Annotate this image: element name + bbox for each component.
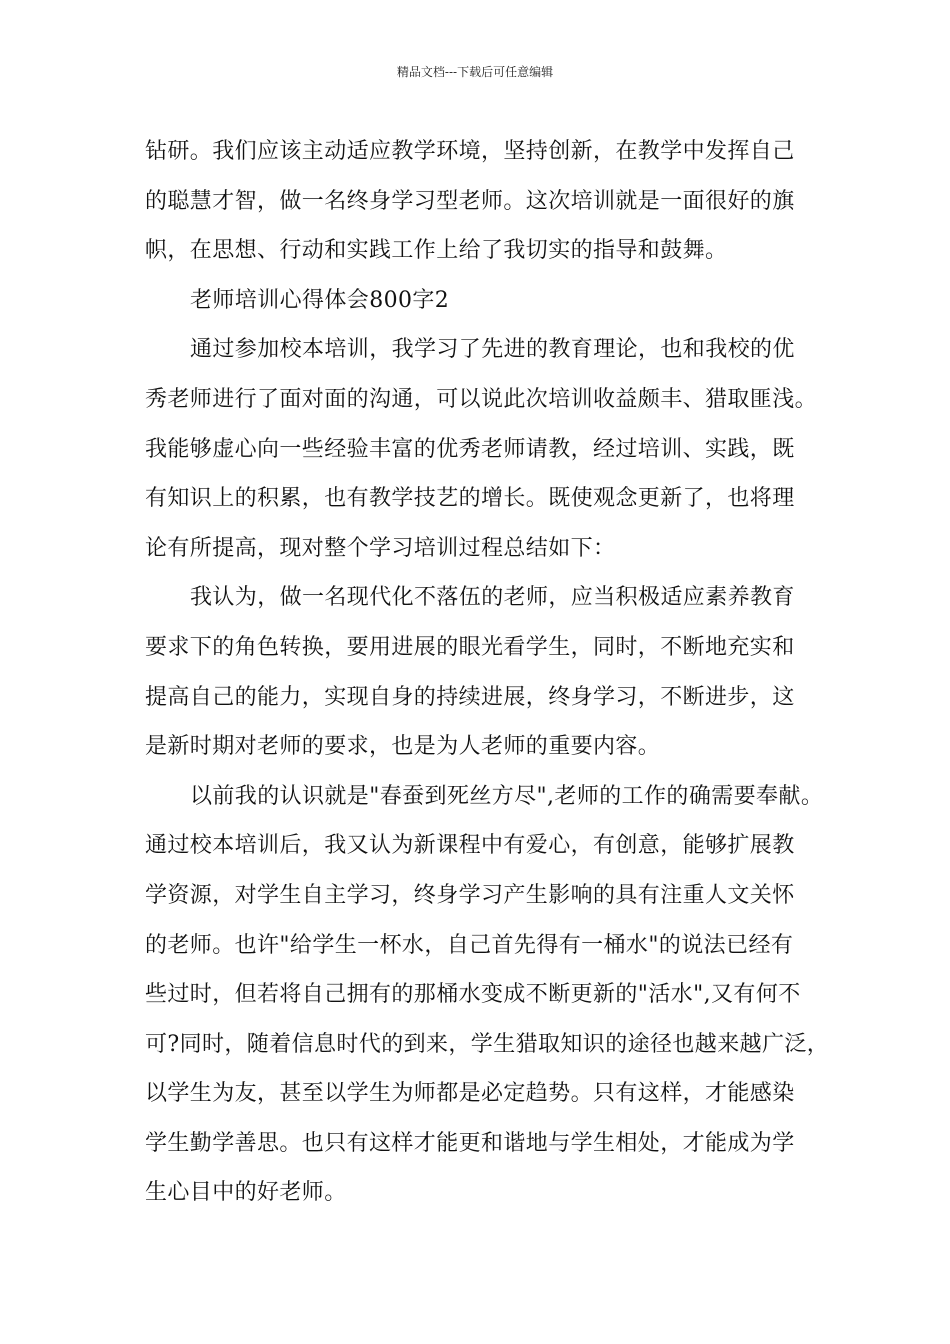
text-line: 我能够虚心向一些经验丰富的优秀老师请教，经过培训、实践，既 bbox=[145, 436, 795, 462]
text-line: 些过时，但若将自己拥有的那桶水变成不断更新的"活水",又有何不 bbox=[145, 982, 801, 1008]
text-line: 有知识上的积累，也有教学技艺的增长。既使观念更新了，也将理 bbox=[145, 486, 795, 512]
text-line: 通过校本培训后，我又认为新课程中有爱心，有创意，能够扩展教 bbox=[145, 833, 795, 859]
text-line: 生心目中的好老师。 bbox=[145, 1180, 347, 1206]
text-line: 提高自己的能力，实现自身的持续进展，终身学习，不断进步，这 bbox=[145, 684, 795, 710]
text-line: 帜，在思想、行动和实践工作上给了我切实的指导和鼓舞。 bbox=[145, 238, 728, 264]
text-line: 秀老师进行了面对面的沟通，可以说此次培训收益颇丰、猎取匪浅。 bbox=[145, 386, 818, 412]
text-line: 我认为，做一名现代化不落伍的老师，应当积极适应素养教育 bbox=[190, 585, 795, 611]
text-line: 要求下的角色转换，要用进展的眼光看学生，同时，不断地充实和 bbox=[145, 634, 795, 660]
text-line: 是新时期对老师的要求，也是为人老师的重要内容。 bbox=[145, 734, 661, 760]
text-line: 通过参加校本培训，我学习了先进的教育理论，也和我校的优 bbox=[190, 337, 795, 363]
body-text bbox=[145, 127, 830, 1218]
text-line: 学生勤学善思。也只有这样才能更和谐地与学生相处，才能成为学 bbox=[145, 1130, 795, 1156]
text-line: 的聪慧才智，做一名终身学习型老师。这次培训就是一面很好的旗 bbox=[145, 188, 795, 214]
section-heading: 老师培训心得体会800字2 bbox=[190, 287, 450, 313]
text-line: 的老师。也许"给学生一杯水，自己首先得有一桶水"的说法已经有 bbox=[145, 932, 794, 958]
text-line: 论有所提高，现对整个学习培训过程总结如下： bbox=[145, 535, 616, 561]
text-line: 可?同时，随着信息时代的到来，学生猎取知识的途径也越来越广泛， bbox=[145, 1031, 830, 1057]
text-line: 以前我的认识就是"春蚕到死丝方尽",老师的工作的确需要奉献。 bbox=[190, 783, 824, 809]
text-line: 学资源，对学生自主学习，终身学习产生影响的具有注重人文关怀 bbox=[145, 882, 795, 908]
page-header: 精品文档---下载后可任意编辑 bbox=[396, 65, 554, 79]
text-line: 以学生为友，甚至以学生为师都是必定趋势。只有这样，才能感染 bbox=[145, 1081, 795, 1107]
text-line: 钻研。我们应该主动适应教学环境，坚持创新，在教学中发挥自己 bbox=[145, 139, 795, 164]
